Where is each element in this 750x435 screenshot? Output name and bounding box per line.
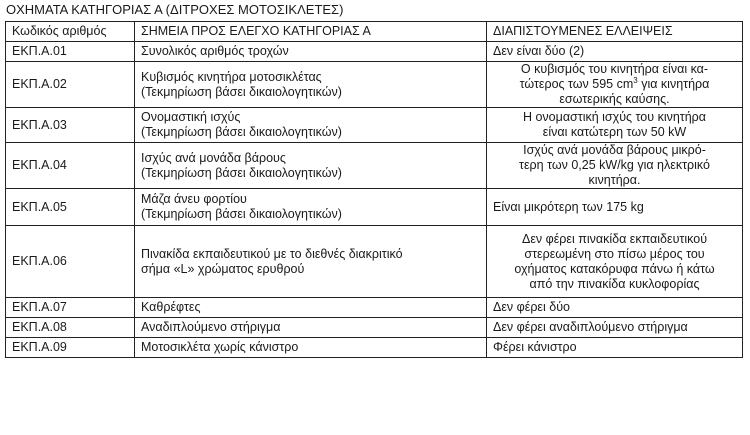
row-check-point [135, 108, 487, 143]
row-code: ΕΚΠ.Α.08 [6, 318, 135, 338]
header-deficiency: ΔΙΑΠΙΣΤΟΥΜΕΝΕΣ ΕΛΛΕΙΨΕΙΣ [487, 22, 743, 42]
row-deficiency [487, 62, 743, 108]
deficiency-line: στερεωμένη στο πίσω μέρος του [524, 246, 705, 261]
check-point-note: σήμα «L» χρώματος ερυθρού [141, 261, 305, 276]
check-point-note: (Τεκμηρίωση βάσει δικαιολογητικών) [141, 84, 342, 99]
table-header-row [6, 22, 743, 42]
check-point-note: (Τεκμηρίωση βάσει δικαιολογητικών) [141, 207, 342, 221]
inspection-table [5, 21, 743, 358]
row-check-point: Συνολικός αριθμός τροχών [135, 42, 487, 62]
check-point-text: Πινακίδα εκπαιδευτικού με το διεθνές διακριτικό [141, 246, 403, 261]
row-check-point [135, 226, 487, 298]
row-code: ΕΚΠ.Α.09 [6, 338, 135, 358]
row-deficiency [487, 143, 743, 189]
deficiency-text: τώτερος των 595 cm [519, 77, 634, 91]
deficiency-line: από την πινακίδα κυκλοφορίας [529, 276, 700, 291]
header-code: Κωδικός αριθμός [6, 22, 135, 42]
table-row [6, 298, 743, 318]
deficiency-line: κινητήρα. [588, 173, 641, 187]
deficiency-line: Δεν φέρει πινακίδα εκπαιδευτικού [521, 231, 708, 246]
deficiency-line: Η ονομαστική ισχύς του κινητήρα [522, 110, 707, 124]
row-code: ΕΚΠ.Α.05 [6, 189, 135, 226]
deficiency-text: για κινητήρα [637, 77, 710, 91]
row-deficiency: Δεν φέρει δύο [487, 298, 743, 318]
check-point-note: (Τεκμηρίωση βάσει δικαιολογητικών) [141, 125, 342, 139]
table-row [6, 62, 743, 108]
row-code: ΕΚΠ.Α.04 [6, 143, 135, 189]
table-row [6, 143, 743, 189]
row-code: ΕΚΠ.Α.07 [6, 298, 135, 318]
deficiency-line: Ο κυβισμός του κινητήρα είναι κα- [520, 62, 709, 76]
table-row [6, 226, 743, 298]
table-row [6, 338, 743, 358]
deficiency-line: οχήματος κατακόρυφα πάνω ή κάτω [514, 261, 715, 276]
row-code: ΕΚΠ.Α.02 [6, 62, 135, 108]
deficiency-line [490, 77, 739, 92]
header-check-point: ΣΗΜΕΙΑ ΠΡΟΣ ΕΛΕΓΧΟ ΚΑΤΗΓΟΡΙΑΣ Α [135, 22, 487, 42]
row-check-point [135, 143, 487, 189]
row-deficiency [487, 108, 743, 143]
row-check-point: Καθρέφτες [135, 298, 487, 318]
row-check-point: Αναδιπλούμενο στήριγμα [135, 318, 487, 338]
check-point-text: Ισχύς ανά μονάδα βάρους [141, 150, 286, 165]
row-check-point [135, 62, 487, 108]
check-point-text: Μάζα άνευ φορτίου [141, 192, 247, 206]
table-row [6, 42, 743, 62]
row-code: ΕΚΠ.Α.01 [6, 42, 135, 62]
deficiency-line: εσωτερικής καύσης. [559, 92, 670, 106]
row-check-point [135, 189, 487, 226]
check-point-note: (Τεκμηρίωση βάσει δικαιολογητικών) [141, 165, 342, 180]
deficiency-line: είναι κατώτερη των 50 kW [542, 125, 687, 139]
row-deficiency: Δεν φέρει αναδιπλούμενο στήριγμα [487, 318, 743, 338]
row-deficiency: Δεν είναι δύο (2) [487, 42, 743, 62]
check-point-text: Κυβισμός κινητήρα μοτοσικλέτας [141, 69, 322, 84]
table-row [6, 318, 743, 338]
row-check-point: Μοτοσικλέτα χωρίς κάνιστρο [135, 338, 487, 358]
row-deficiency [487, 226, 743, 298]
table-row [6, 189, 743, 226]
deficiency-line: τερη των 0,25 kW/kg για ηλεκτρικό [519, 158, 710, 172]
document-title: ΟΧΗΜΑΤΑ ΚΑΤΗΓΟΡΙΑΣ Α (ΔΙΤΡΟΧΕΣ ΜΟΤΟΣΙΚΛΕΤΕΣ) [6, 2, 344, 17]
check-point-text: Ονομαστική ισχύς [141, 110, 241, 124]
row-deficiency: Είναι μικρότερη των 175 kg [487, 189, 743, 226]
table-row [6, 108, 743, 143]
row-deficiency: Φέρει κάνιστρο [487, 338, 743, 358]
row-code: ΕΚΠ.Α.03 [6, 108, 135, 143]
deficiency-line: Ισχύς ανά μονάδα βάρους μικρό- [523, 143, 706, 157]
superscript: 3 [633, 75, 638, 85]
row-code: ΕΚΠ.Α.06 [6, 226, 135, 298]
